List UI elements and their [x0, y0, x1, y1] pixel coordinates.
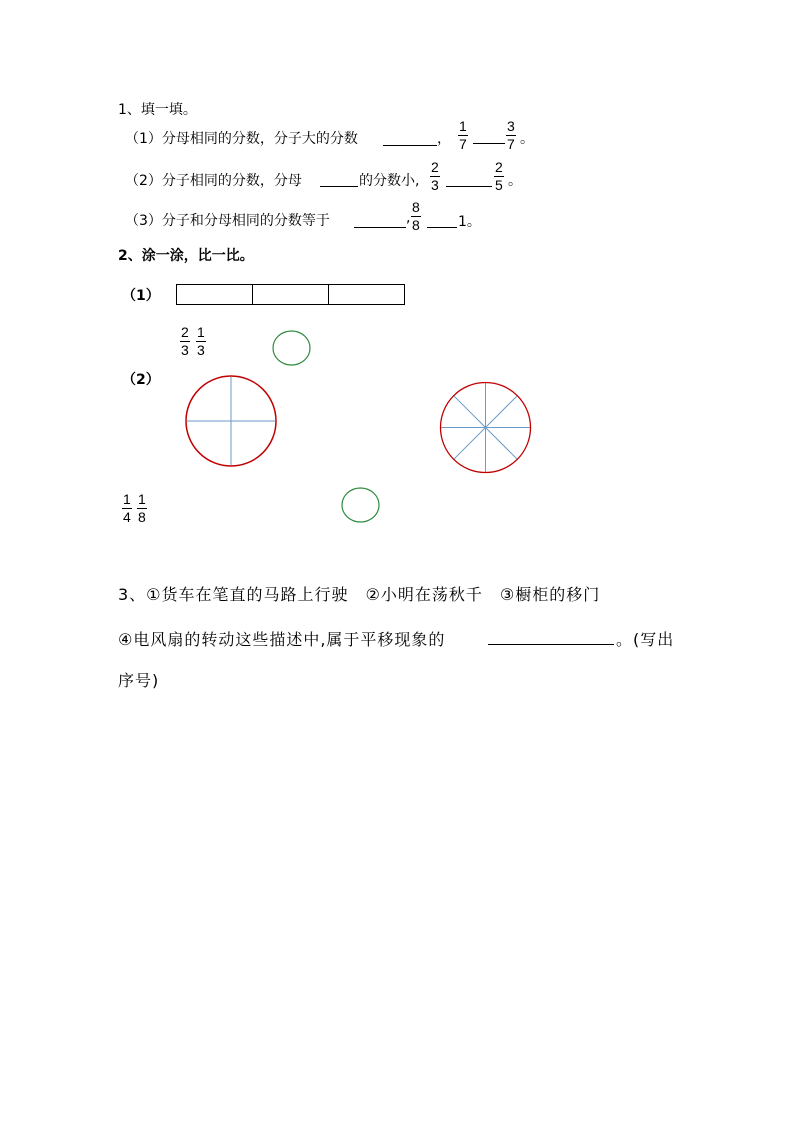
q1-item1-fraction1	[458, 119, 468, 152]
fraction-numerator: 8	[412, 199, 420, 215]
fraction-bar[interactable]	[176, 284, 406, 306]
q3-line2-end: 。(写出	[616, 630, 675, 649]
q3-answer-blank[interactable]	[488, 644, 614, 645]
fraction-denominator: 3	[181, 342, 189, 358]
q3-line1: 3、①货车在笔直的马路上行驶 ②小明在荡秋千 ③橱柜的移门	[118, 585, 601, 604]
q1-item1-blank1[interactable]	[383, 145, 437, 146]
compare-circle-top[interactable]	[272, 330, 312, 366]
q2-title: 2、涂一涂，比一比。	[118, 248, 254, 264]
q2-part2-label: （2）	[122, 372, 160, 388]
q1-item1-text: （1）分母相同的分数，分子大的分数	[125, 131, 358, 147]
q1-item1-comma: ，	[437, 131, 451, 147]
q1-item3-after: 1。	[458, 214, 481, 230]
fraction-numerator: 1	[123, 491, 131, 507]
q2-fraction-two-thirds	[180, 325, 190, 358]
q1-item3-comma: ,	[406, 210, 411, 226]
fraction-bar-outline	[177, 285, 405, 305]
q1-item2-blank1[interactable]	[320, 186, 358, 187]
fraction-numerator: 2	[495, 159, 503, 175]
q1-item1-end: 。	[520, 131, 534, 147]
q1-item2-fraction2	[494, 160, 504, 193]
circle-eighths[interactable]	[439, 381, 533, 475]
fraction-denominator: 3	[197, 342, 205, 358]
q1-item3-text: （3）分子和分母相同的分数等于	[125, 213, 330, 229]
q1-item1-blank2[interactable]	[473, 143, 505, 144]
q1-title: 1、填一填。	[118, 102, 197, 118]
fraction-numerator: 2	[431, 159, 439, 175]
q1-item2-end: 。	[508, 173, 522, 189]
q1-item2-mid: 的分数小,	[359, 173, 420, 189]
fraction-numerator: 1	[197, 324, 205, 340]
q2-fraction-one-third	[196, 325, 206, 358]
q3-line2-text: ④电风扇的转动这些描述中,属于平移现象的	[118, 630, 446, 649]
q2-part1-label: （1）	[122, 288, 160, 304]
fraction-numerator: 2	[181, 324, 189, 340]
fraction-denominator: 4	[123, 509, 131, 525]
q1-item2-text: （2）分子相同的分数，分母	[125, 173, 302, 189]
q1-item2-fraction1	[430, 160, 440, 193]
circle-quarters[interactable]	[185, 375, 279, 469]
fraction-numerator: 1	[138, 491, 146, 507]
q1-item3-blank1[interactable]	[354, 227, 406, 228]
q1-item3-blank2[interactable]	[427, 227, 457, 228]
fraction-denominator: 8	[138, 509, 146, 525]
fraction-denominator: 5	[495, 177, 503, 193]
fraction-denominator: 8	[412, 217, 420, 233]
fraction-numerator: 1	[459, 118, 467, 134]
fraction-denominator: 7	[507, 136, 515, 152]
q1-item1-fraction2	[506, 119, 516, 152]
q1-item2-blank2[interactable]	[446, 186, 492, 187]
compare-circle-bottom[interactable]	[341, 487, 381, 523]
q3-line3: 序号)	[118, 671, 160, 690]
fraction-numerator: 3	[507, 118, 515, 134]
fraction-denominator: 7	[459, 136, 467, 152]
q2-fraction-one-eighth	[137, 492, 147, 525]
q2-fraction-one-quarter	[122, 492, 132, 525]
fraction-denominator: 3	[431, 177, 439, 193]
q1-item3-fraction1	[411, 200, 421, 233]
